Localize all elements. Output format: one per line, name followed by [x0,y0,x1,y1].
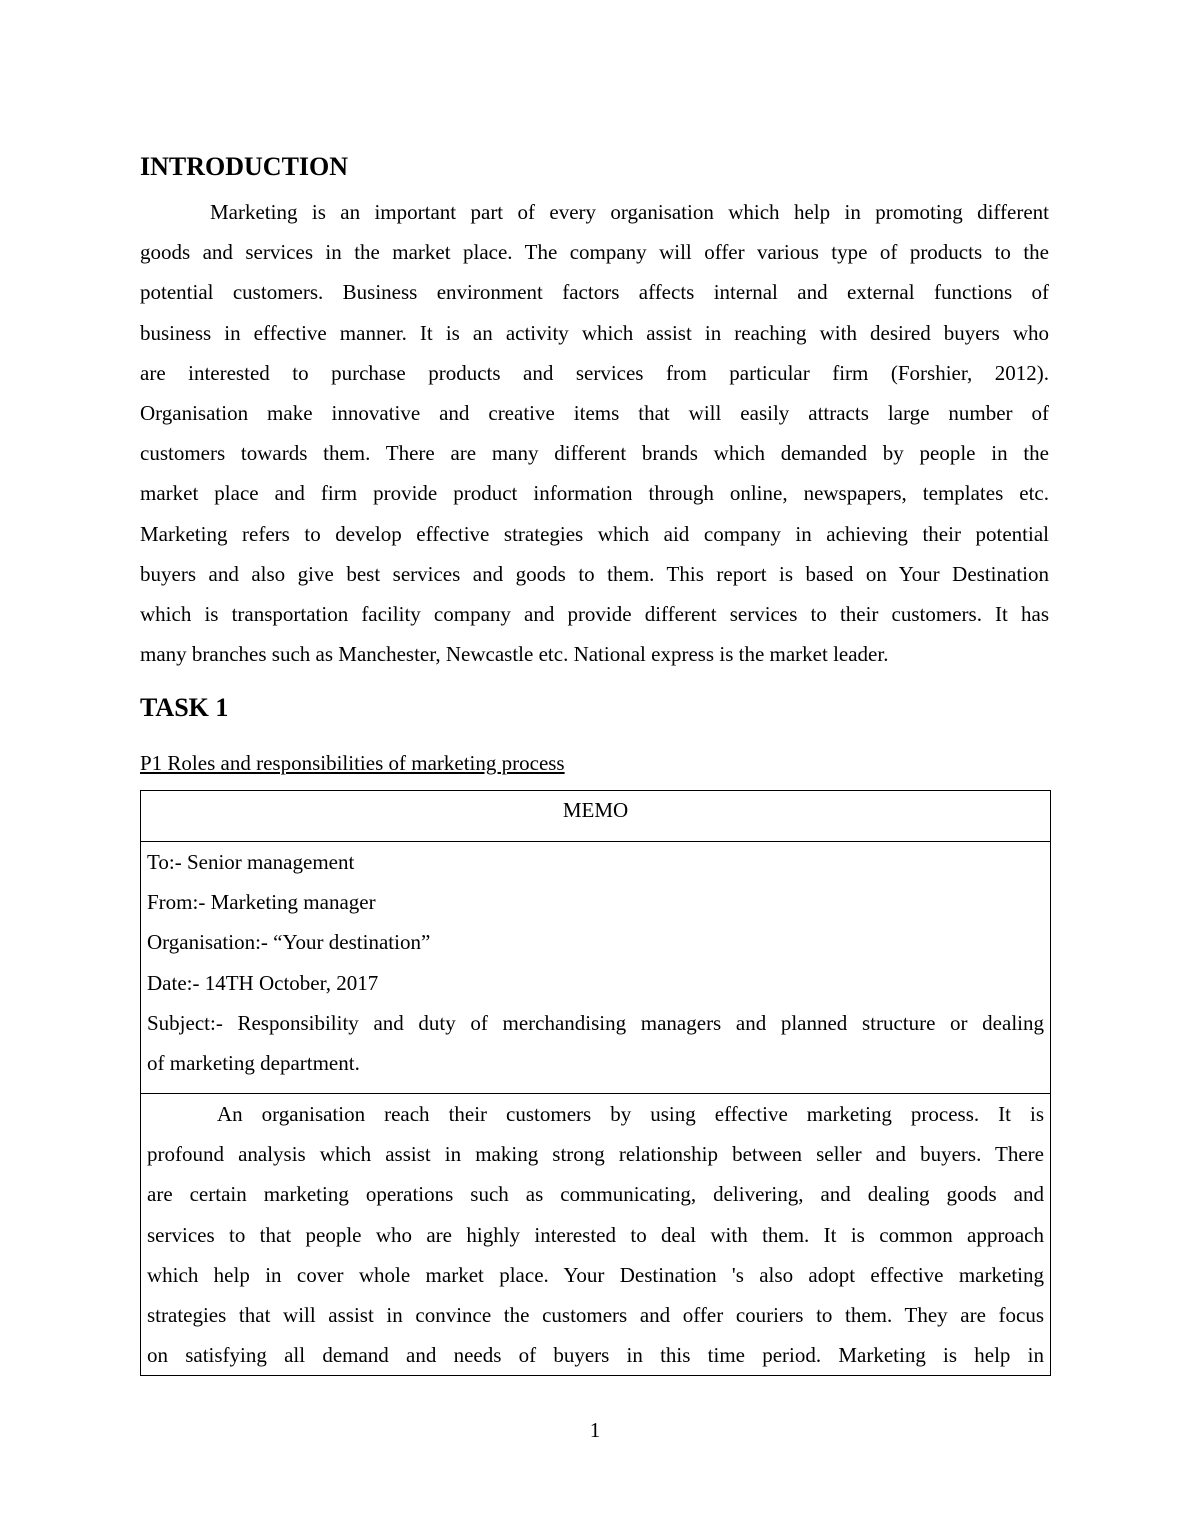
text-line: on satisfying all demand and needs of buyers in this time period. Marketing is help in [147,1343,1044,1368]
text-line: business in effective manner. It is an activity which assist in reaching with desired buyers who [140,320,1049,345]
text-line: are interested to purchase products and services from particular firm (Forshier, 2012). [140,360,1049,385]
memo-to: To:- Senior management [147,850,355,874]
text-line: market place and firm provide product information through online, newspapers, templates etc. [140,481,1049,506]
memo-subject: Subject:- Responsibility and duty of merchandising managers and planned structure or dealing [147,1010,1044,1035]
text-line: Marketing refers to develop effective strategies which aid company in achieving their potential [140,521,1049,546]
memo-table [140,790,1051,1376]
text-line: customers towards them. There are many different brands which demanded by people in the [140,441,1049,466]
text-line: which help in cover whole market place. Your Destination 's also adopt effective marketing [147,1262,1044,1287]
task-subheading: P1 Roles and responsibilities of marketing process [140,751,565,775]
memo-title: MEMO [141,791,1051,842]
text-line: potential customers. Business environment factors affects internal and external functions of [140,280,1049,305]
memo-from: From:- Marketing manager [147,890,376,915]
text-line: strategies that will assist in convince the customers and offer couriers to them. They are focus [147,1302,1044,1327]
text-line: services to that people who are highly interested to deal with them. It is common approach [147,1222,1044,1247]
intro-heading: INTRODUCTION [140,152,349,181]
intro-paragraph [140,192,1049,674]
text-line: are certain marketing operations such as communicating, delivering, and dealing goods and [147,1182,1044,1207]
text-line: goods and services in the market place. The company will offer various type of products to the [140,240,1049,265]
text-line: profound analysis which assist in making strong relationship between seller and buyers. There [147,1142,1044,1167]
memo-subject-cont: of marketing department. [147,1050,360,1075]
text-line: Organisation make innovative and creative items that will easily attracts large number of [140,400,1049,425]
memo-body-cell [141,1094,1051,1376]
page-number: 1 [589,1418,601,1442]
text-line: buyers and also give best services and goods to them. This report is based on Your Destination [140,561,1049,586]
text-line: An organisation reach their customers by using effective marketing process. It is [217,1102,1044,1126]
text-line: which is transportation facility company and provide different services to their customers. It has [140,601,1049,626]
memo-header-cell [141,842,1051,1094]
memo-organisation: Organisation:- “Your destination” [147,930,431,955]
text-line: Marketing is an important part of every organisation which help in promoting different [210,200,1049,224]
task-heading: TASK 1 [140,693,229,722]
memo-date: Date:- 14TH October, 2017 [147,970,379,995]
text-line: many branches such as Manchester, Newcastle etc. National express is the market leader. [140,642,889,667]
